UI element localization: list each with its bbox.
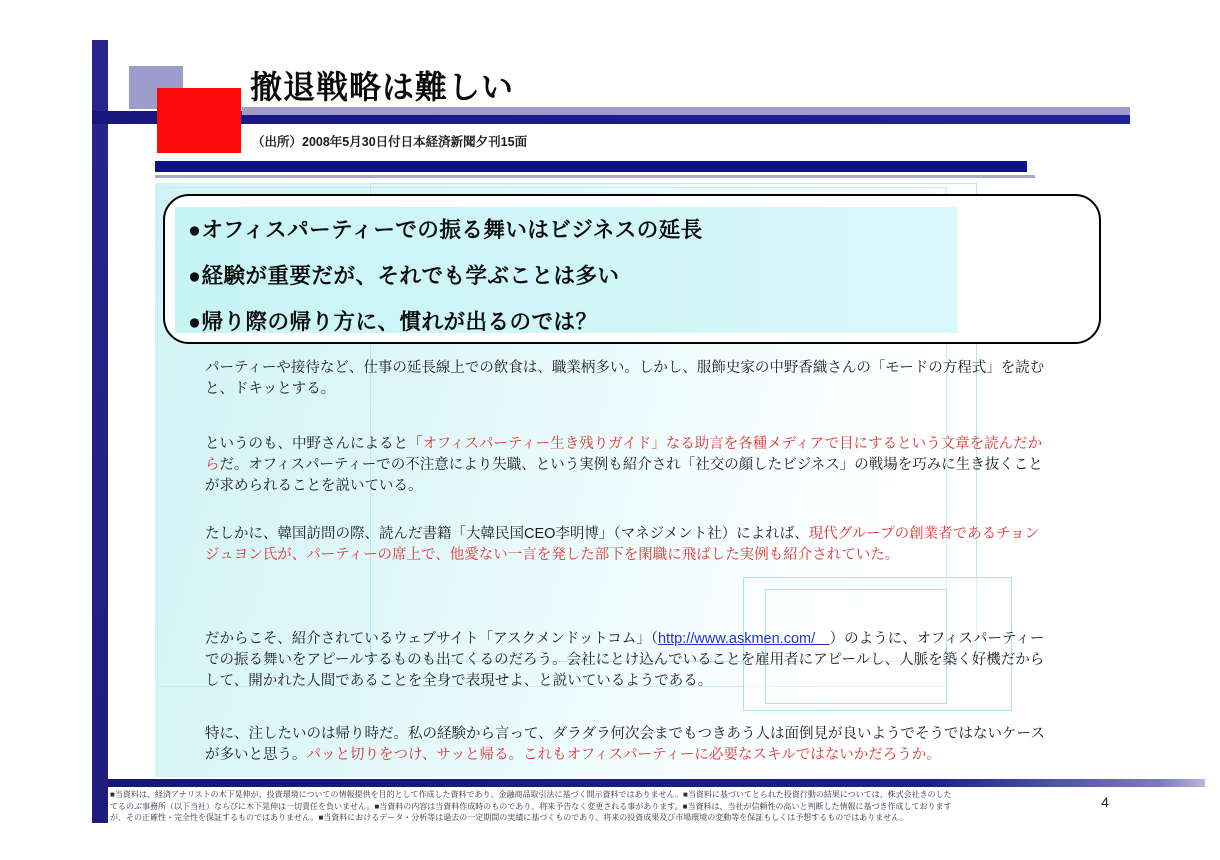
- bullet-item: ●帰り際の帰り方に、慣れが出るのでは？: [188, 310, 598, 334]
- disclaimer-line: ■当資料は、経済アナリストの木下晃伸が、投資環境についての情報提供を目的として作成した資料であり、金融商品取引法に基づく開示資料ではありません。■当資料に基づいてとられた投資行動の結果については、株式会社きのした: [110, 790, 952, 799]
- text-segment: 特に、注したいのは帰り時だ。私の経験から言って、ダラダラ何次会までもつきあう人は面倒見が良いようでそうではないケースが多いと思う。: [205, 726, 1045, 763]
- page-number: 4: [1101, 794, 1109, 810]
- section-divider-line: [155, 175, 1035, 178]
- text-segment: 現代グループの創業者であるチョンジュヨン氏が、パーティーの席上で、他愛ない一言を発した部下を閑職に飛ばした実例も紹介されていた。: [205, 526, 1040, 563]
- disclaimer-line: てるのぶ事務所（以下当社）ならびに木下晃伸は一切責任を負いません。■当資料の内容は当資料作成時のものであり、将来予告なく変更される事があります。■当資料は、当社が信頼性の高いと判断した情報に基づき作成しております: [110, 801, 952, 811]
- text-segment: というのも、中野さんによると「: [205, 436, 423, 452]
- left-accent-bar: [92, 40, 108, 823]
- red-square: [157, 88, 241, 153]
- text-segment: パーティーや接待など、仕事の延長線上での飲食は、職業柄多い。しかし、服飾史家の中野香織さんの「モードの方程式」を読むと、ドキッとする。: [205, 360, 1045, 397]
- text-segment: だ。オフィスパーティーでの不注意により失職、という実例も紹介され「社交の顔したビジネス」の戦場を巧みに生き抜くことが求められることを説いている。: [205, 457, 1043, 494]
- bullet-item: ●オフィスパーティーでの振る舞いはビジネスの延長: [188, 218, 703, 242]
- disclaimer-line: が、その正確性・完全性を保証するものではありません。■当資料におけるデータ・分析等は過去の一定期間の実績に基づくものであり、将来の投資成果及び市場環境の変動等を保証もしくは予想するものではありません。: [110, 813, 908, 822]
- body-paragraph: [205, 724, 1048, 766]
- text-segment: パッと切りをつけ、サッと帰る。これもオフィスパーティーに必要なスキルではないかだろうか。: [306, 747, 941, 763]
- disclaimer: [110, 789, 1070, 824]
- bullet-list: [175, 207, 957, 333]
- section-divider-bar: [155, 161, 1027, 172]
- key-points-box: [163, 194, 1101, 344]
- header-underline-accent: [242, 107, 1130, 115]
- footer-bar: [108, 779, 1205, 787]
- body-paragraph: [205, 629, 1048, 692]
- askmen-link[interactable]: http://www.askmen.com/: [657, 631, 830, 647]
- source-citation: （出所）2008年5月30日付日本経済新聞夕刊15面: [252, 135, 528, 149]
- body-paragraph: [205, 434, 1048, 497]
- text-segment: ）のように、オフィスパーティーでの振る舞いをアピールするものも出てくるのだろう。会社にとけ込んでいることを雇用者にアピールし、人脈を築く好機だからして、開かれた人間であることを全身で表現せよ、と説いているようである。: [205, 631, 1045, 689]
- body-paragraph: [205, 524, 1048, 566]
- text-segment: たしかに、韓国訪問の際、読んだ書籍「大韓民国CEO李明博」（マネジメント社）によれば、: [205, 526, 809, 542]
- bullet-item: ●経験が重要だが、それでも学ぶことは多い: [188, 264, 620, 288]
- text-segment: だからこそ、紹介されているウェブサイト「アスクメンドットコム」（: [205, 631, 658, 647]
- text-segment: オフィスパーティー生き残りガイド」なる助言を各種メディアで目にするという文章を読んだから: [205, 436, 1043, 473]
- body-paragraph: [205, 358, 1048, 400]
- page-title: 撤退戦略は難しい: [250, 69, 515, 105]
